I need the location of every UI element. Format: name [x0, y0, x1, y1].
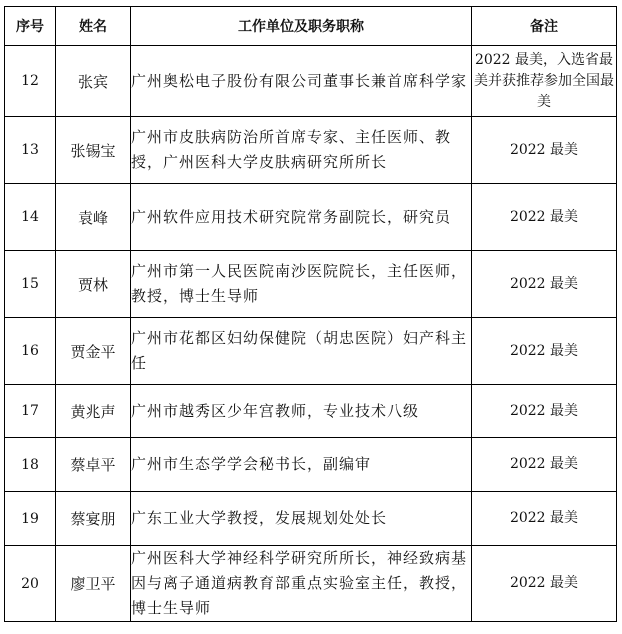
table-row: [5, 546, 617, 622]
row-note: 2022 最美: [472, 385, 617, 438]
table-row: [5, 117, 617, 184]
table-header-row: [5, 7, 617, 46]
row-title: 广东工业大学教授，发展规划处处长: [131, 492, 472, 546]
row-title: 广州市皮肤病防治所首席专家、主任医师、教授，广州医科大学皮肤病研究所所长: [131, 117, 472, 184]
row-note: 2022 最美: [472, 184, 617, 251]
row-number: 18: [5, 438, 56, 492]
row-title: 广州软件应用技术研究院常务副院长，研究员: [131, 184, 472, 251]
row-title: 广州市花都区妇幼保健院（胡忠医院）妇产科主任: [131, 318, 472, 385]
row-number: 19: [5, 492, 56, 546]
header-number: 序号: [5, 7, 56, 46]
table-row: [5, 251, 617, 318]
row-note: 2022 最美: [472, 318, 617, 385]
row-note: 2022 最美: [472, 546, 617, 622]
row-title: 广州医科大学神经科学研究所所长，神经致病基因与离子通道病教育部重点实验室主任，教授，博士生导师: [131, 546, 472, 622]
row-name: 蔡卓平: [56, 438, 131, 492]
honoree-table: [4, 6, 617, 622]
row-name: 蔡宴朋: [56, 492, 131, 546]
row-title: 广州市第一人民医院南沙医院院长，主任医师，教授，博士生导师: [131, 251, 472, 318]
row-number: 12: [5, 46, 56, 117]
row-name: 张锡宝: [56, 117, 131, 184]
table-row: [5, 46, 617, 117]
row-number: 17: [5, 385, 56, 438]
row-name: 贾金平: [56, 318, 131, 385]
row-number: 13: [5, 117, 56, 184]
row-note: 2022 最美: [472, 438, 617, 492]
row-name: 袁峰: [56, 184, 131, 251]
row-name: 廖卫平: [56, 546, 131, 622]
row-name: 黄兆声: [56, 385, 131, 438]
row-name: 张宾: [56, 46, 131, 117]
table-row: [5, 385, 617, 438]
row-note: 2022 最美: [472, 492, 617, 546]
table-row: [5, 318, 617, 385]
row-note: 2022 最美: [472, 117, 617, 184]
row-title: 广州奥松电子股份有限公司董事长兼首席科学家: [131, 46, 472, 117]
row-number: 15: [5, 251, 56, 318]
table-row: [5, 184, 617, 251]
table-row: [5, 438, 617, 492]
row-title: 广州市越秀区少年宫教师，专业技术八级: [131, 385, 472, 438]
header-note: 备注: [472, 7, 617, 46]
table-row: [5, 492, 617, 546]
row-number: 16: [5, 318, 56, 385]
row-name: 贾林: [56, 251, 131, 318]
row-note: 2022 最美，入选省最美并获推荐参加全国最美: [472, 46, 617, 117]
row-note: 2022 最美: [472, 251, 617, 318]
row-number: 20: [5, 546, 56, 622]
row-number: 14: [5, 184, 56, 251]
header-title: 工作单位及职务职称: [131, 7, 472, 46]
header-name: 姓名: [56, 7, 131, 46]
row-title: 广州市生态学学会秘书长，副编审: [131, 438, 472, 492]
